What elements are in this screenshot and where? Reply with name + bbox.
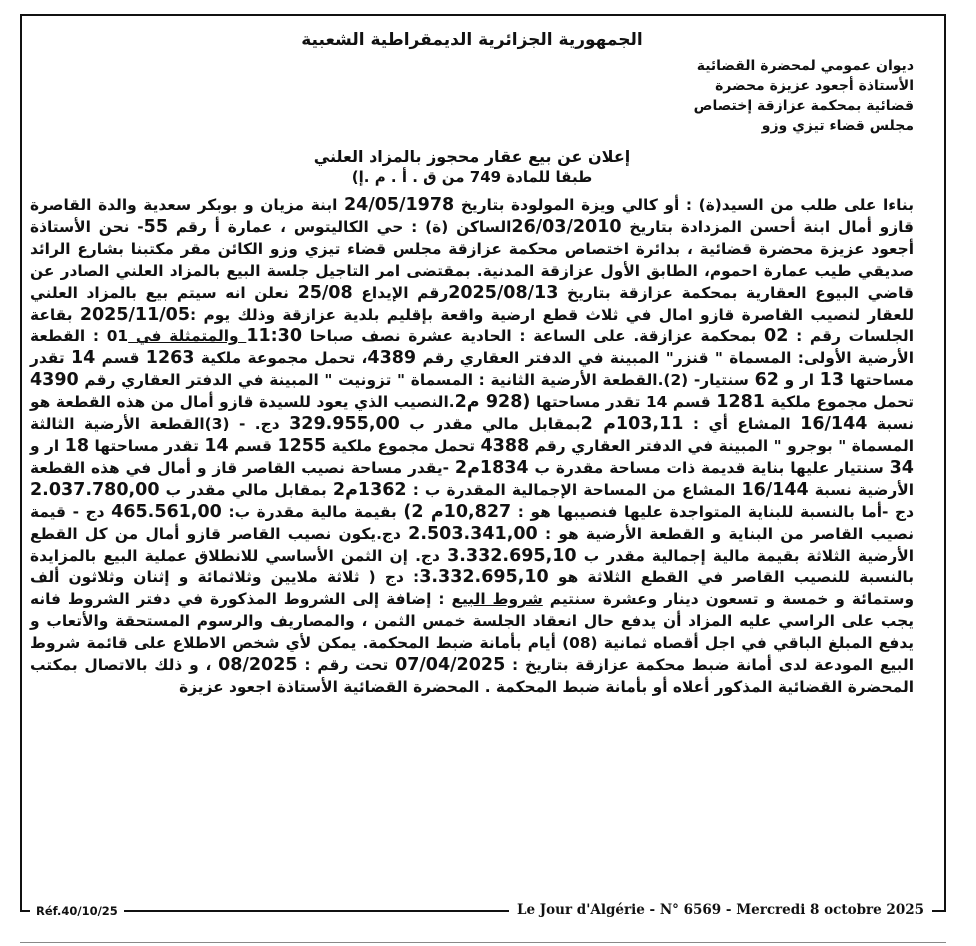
body-text: تحمل مجموع ملكية: [326, 436, 481, 455]
body-number: 14: [204, 435, 229, 456]
body-number: 55: [143, 216, 169, 237]
body-text: تقدر مساحتها: [30, 349, 914, 390]
body-text: بمقابل مالي مقدر ب: [159, 480, 333, 499]
body-number: 02: [764, 326, 789, 347]
body-text: دج. إن الثمن الأساسي للانطلاق عملية البيع بالمزايدة بالنسبة للنصيب القاصر في القطع الثلاثة هو: [30, 546, 914, 587]
body-number: 1362م2: [332, 479, 407, 500]
body-number: 4390: [30, 370, 79, 391]
reference-number: Réf.40/10/25: [30, 904, 124, 918]
body-number: 329.955,00: [289, 414, 400, 435]
body-text: الساكن (ة) : حي الكاليتوس ، عمارة أ رقم: [168, 217, 512, 236]
body-number: 18: [64, 435, 90, 456]
body-text: سنتيار- (2).القطعة الأرضية الثانية : المسماة " تزونيت " المبينة في الدفتر العقاري رقم: [78, 371, 755, 390]
body-number: 26/03/2010: [511, 216, 622, 237]
body-number: 4389: [367, 348, 417, 369]
body-underlined-text: شروط البيع: [451, 590, 543, 609]
body-text: تقدر مساحتها: [89, 436, 205, 455]
body-number: 07/04/2025: [395, 655, 506, 676]
body-text: قسم: [228, 436, 278, 455]
body-number: 14: [70, 348, 96, 369]
body-number: 1834م2: [454, 457, 529, 478]
body-text: المشاع أي :: [683, 415, 801, 434]
office-line-4: مجلس قضاء تيزي وزو: [761, 118, 914, 134]
body-text: بمقابل مالي مقدر ب: [399, 415, 581, 434]
body-number: 3.332.695,10: [419, 567, 549, 588]
body-text: قسم: [95, 349, 146, 368]
body-text: المشاع من المساحة الإجمالية المقدرة ب :: [406, 480, 742, 499]
body-number: 2025/11/05: [79, 304, 191, 325]
body-number: 2.503.341,00: [408, 523, 538, 544]
body-text: بقاعة الجلسات رقم :: [30, 305, 914, 346]
body-number: 1263: [145, 348, 195, 369]
body-text: بمحكمة عزازقة. على الساعة : الحادية عشرة نصف صباحا: [302, 327, 765, 346]
body-number: 1281: [716, 392, 765, 413]
body-number: 103,11م 2: [580, 414, 684, 435]
body-number: (928 م2: [454, 392, 531, 413]
body-underlined-text: والمتمثلة في: [128, 327, 247, 346]
body-text: ، و ذلك بالاتصال بمكتب المحضرة القضائية المذكور أعلاه أو بأمانة ضبط المحكمة . المحضرة القضائية الأستاذة اجعود عزيزة: [30, 656, 914, 696]
body-text: ، تحمل مجموعة ملكية: [194, 349, 368, 368]
body-text: دج -أما بالنسبة للبناية المتواجدة عليها فنصيبها هو :: [511, 502, 914, 521]
body-text: دج.يكون نصيب القاصر قازو أمال من كل القطع الأرضية الثلاثة بقيمة مالية إجمالية مقدر ب: [30, 524, 915, 565]
notice-content: [30, 26, 914, 699]
body-number: 24/05/1978: [344, 195, 455, 215]
body-number: 1255: [277, 435, 327, 456]
body-text: قسم 14 تقدر مساحتها: [530, 393, 717, 412]
body-text: رقم الإيداع: [352, 283, 449, 302]
body-number: 11:30: [246, 326, 303, 347]
body-text: ار و: [30, 436, 65, 455]
body-number: 10,827م 2): [403, 501, 512, 522]
body-text: : دج ( ثلاثة ملايين وثلاثمائة و إثنان وثلاثون ألف وستمائة و خمسة و تسعون دينار وعشرة سنتيم: [30, 568, 915, 609]
body-text: بناءا على طلب من السيد(ة) : أو كالي ويزة المولودة بتاريخ: [454, 196, 914, 214]
announcement-article: طبقا للمادة 749 من ق . أ . م .إ): [351, 168, 593, 186]
body-text: نعلن انه سيتم بيع بالمزاد العلني للعقار لنصيب القاصرة قازو امال في ثلاث قطع ارضية واقعة بإقليم بلدية عزازقة وذلك يوم :: [30, 283, 914, 324]
body-text: ار و: [778, 371, 820, 390]
body-number: 2025/08/13: [448, 282, 559, 303]
body-number: 25/08: [297, 282, 353, 303]
announcement-title: إعلان عن بيع عقار محجوز بالمزاد العلني: [313, 147, 631, 166]
republic-title: الجمهورية الجزائرية الديمقراطية الشعبية: [301, 30, 643, 50]
body-text: - نحن الأستاذة أجعود عزيزة محضرة قضائية ، بدائرة اختصاص محكمة عزازقة مجلس قضاء تيزي وزو الكائن مقر مكتبنا بشارع الرائد صديقي طيب عمارة احموم، الطابق الأول عزازقة المدنية. بمقتضى امر التاجيل جلسة البيع بالمزاد العلني الصادر عن قاضي البيوع العقارية بمحكمة عزازقة بتاريخ: [30, 217, 914, 302]
body-text: دج - قيمة نصيب القاصر من البناية و القطعة الأرضية هو :: [30, 502, 914, 543]
body-number: 62: [754, 370, 779, 391]
body-number: 08/2025: [218, 655, 298, 676]
body-number: 13: [819, 370, 845, 391]
office-line-2: الأستاذة أجعود عزيزة محضرة: [715, 78, 914, 94]
body-number: 4388: [480, 435, 530, 456]
body-text: .النصيب الذي يعود للسيدة قازو أمال من هذه القطعة هو نسبة: [30, 393, 914, 434]
body-number: 16/144: [741, 479, 809, 500]
publication-line: Le Jour d'Algérie - N° 6569 - Mercredi 8 octobre 2025: [509, 902, 932, 918]
footer: [20, 900, 946, 924]
body-text: تحت رقم :: [297, 656, 396, 675]
body-text: سنتيار عليها بناية قديمة ذات مساحة مقدرة ب: [528, 458, 890, 477]
office-line-1: ديوان عمومي لمحضرة القضائية: [696, 58, 914, 74]
body-text: تحمل مجموع ملكية: [764, 393, 915, 412]
body-number: 34: [889, 457, 914, 478]
body-text: -يقدر مساحة نصيب القاصر قاز و أمال في هذه القطعة الأرضية نسبة: [30, 458, 914, 499]
body-number: 16/144: [800, 414, 868, 435]
body-text: بقيمة مالية مقدرة ب:: [221, 502, 404, 521]
body-number: 3.332.695,10: [447, 545, 577, 566]
bottom-rule: [20, 942, 946, 943]
body-text: : إضافة إلى الشروط المذكورة في دفتر الشروط فانه يجب على الراسي عليه المزاد أن يدفع حال انعقاد الجلسة خمس الثمن ، والمصاريف والرسوم المستحقة والأتعاب و يدفع المبلغ الباقي في اجل أقصاه ثمانية (08) أيام بأمانة ضبط المحكمة. يمكن لأي شخص الاطلاع على قائمة شروط البيع المودعة لدى أمانة ضبط محكمة عزازقة بتاريخ :: [30, 590, 914, 675]
body-text: ابنة مزيان و بوبكر سعدية والدة القاصرة قازو أمال ابنة أحسن المزدادة بتاريخ: [30, 196, 914, 236]
office-line-3: قضائية بمحكمة عزازقة إختصاص: [693, 98, 914, 114]
body-number: 465.561,00: [111, 501, 222, 522]
body-text: 01 : القطعة الأرضية الأولى: المسماة " قنزر" المبينة في الدفتر العقاري رقم: [30, 327, 914, 368]
notice-body: [30, 195, 914, 699]
body-number: 2.037.780,00: [30, 479, 160, 500]
body-text: دج. - (3)القطعة الأرضية الثالثة المسماة " بوجرو " المبينة في الدفتر العقاري رقم: [30, 415, 915, 455]
